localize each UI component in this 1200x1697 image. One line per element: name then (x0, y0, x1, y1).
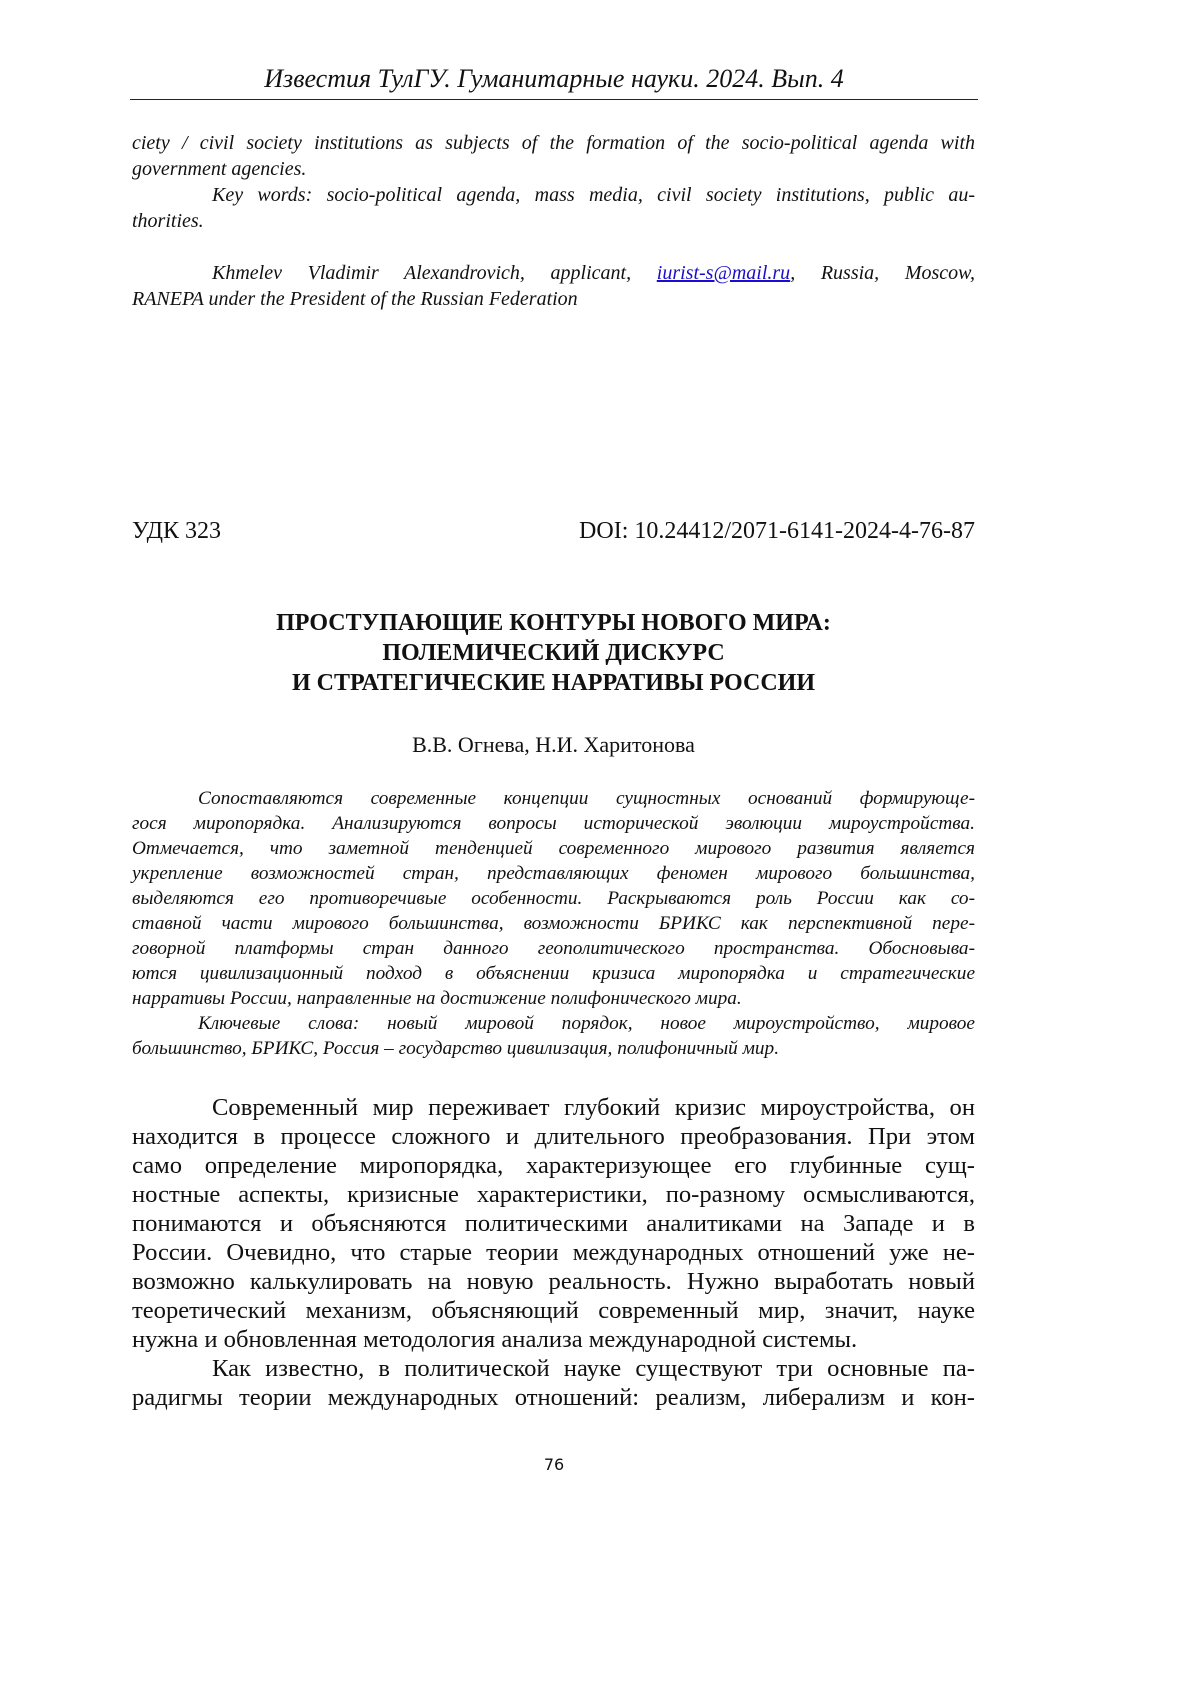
keywords-line: Ключевые слова: новый мировой порядок, новое мироустройство, мировое (198, 1013, 975, 1035)
author-name: Khmelev Vladimir Alexandrovich, applicant, (212, 262, 631, 284)
author-info-line (212, 262, 975, 285)
udk: УДК 323 (132, 518, 221, 545)
abstract-line: Отмечается, что заметной тенденцией современного мирового развития является (132, 838, 975, 860)
body-line: России. Очевидно, что старые теории международных отношений уже не- (132, 1239, 975, 1267)
header-rule (130, 99, 978, 100)
body-line: теоретический механизм, объясняющий современный мир, значит, науке (132, 1297, 975, 1325)
body-line: радигмы теории международных отношений: реализм, либерализм и кон- (132, 1384, 975, 1412)
abstract-line: ются цивилизационный подход в объяснении кризиса миропорядка и стратегические (132, 963, 975, 985)
abstract-line: ставной части мирового большинства, возможности БРИКС как перспективной пере- (132, 913, 975, 935)
abstract-line: ciety / civil society institutions as subjects of the formation of the socio-political agenda with (132, 132, 975, 155)
article-title-line: ПРОСТУПАЮЩИЕ КОНТУРЫ НОВОГО МИРА: (132, 610, 975, 637)
abstract-line: укрепление возможностей стран, представляющих феномен мирового большинства, (132, 863, 975, 885)
body-line: ностные аспекты, кризисные характеристики, по-разному осмысливаются, (132, 1181, 975, 1209)
body-line: понимаются и объясняются политическими аналитиками на Западе и в (132, 1210, 975, 1238)
body-line: Современный мир переживает глубокий кризис мироустройства, он (212, 1094, 975, 1122)
abstract-line: government agencies. (132, 158, 975, 181)
journal-header: Известия ТулГУ. Гуманитарные науки. 2024. Вып. 4 (130, 64, 978, 94)
keywords-line: thorities. (132, 210, 975, 233)
body-line: нужна и обновленная методология анализа международной системы. (132, 1326, 975, 1354)
keywords-line: большинство, БРИКС, Россия – государство цивилизация, полифоничный мир. (132, 1038, 975, 1060)
abstract-line: выделяются его противоречивые особенности. Раскрываются роль России как со- (132, 888, 975, 910)
body-line: само определение миропорядка, характеризующее его глубинные сущ- (132, 1152, 975, 1180)
article-title-line: И СТРАТЕГИЧЕСКИЕ НАРРАТИВЫ РОССИИ (132, 670, 975, 697)
abstract-line: гося миропорядка. Анализируются вопросы исторической эволюции мироустройства. (132, 813, 975, 835)
author-location: , Russia, Moscow, (790, 262, 975, 284)
author-affiliation: RANEPA under the President of the Russian Federation (132, 288, 975, 311)
body-line: возможно калькулировать на новую реальность. Нужно выработать новый (132, 1268, 975, 1296)
body-line: находится в процессе сложного и длительного преобразования. При этом (132, 1123, 975, 1151)
page-number: 76 (0, 1455, 1108, 1474)
body-line: Как известно, в политической науке существуют три основные па- (212, 1355, 975, 1383)
article-title-line: ПОЛЕМИЧЕСКИЙ ДИСКУРС (132, 640, 975, 667)
abstract-line: нарративы России, направленные на достижение полифонического мира. (132, 988, 975, 1010)
doi: DOI: 10.24412/2071-6141-2024-4-76-87 (579, 518, 975, 545)
abstract-line: Сопоставляются современные концепции сущностных оснований формирующе- (198, 788, 975, 810)
author-email-link[interactable]: iurist-s@mail.ru (657, 262, 790, 284)
abstract-line: говорной платформы стран данного геополитического пространства. Обосновыва- (132, 938, 975, 960)
article-authors: В.В. Огнева, Н.И. Харитонова (132, 732, 975, 758)
keywords-line: Key words: socio-political agenda, mass media, civil society institutions, public au- (212, 184, 975, 207)
